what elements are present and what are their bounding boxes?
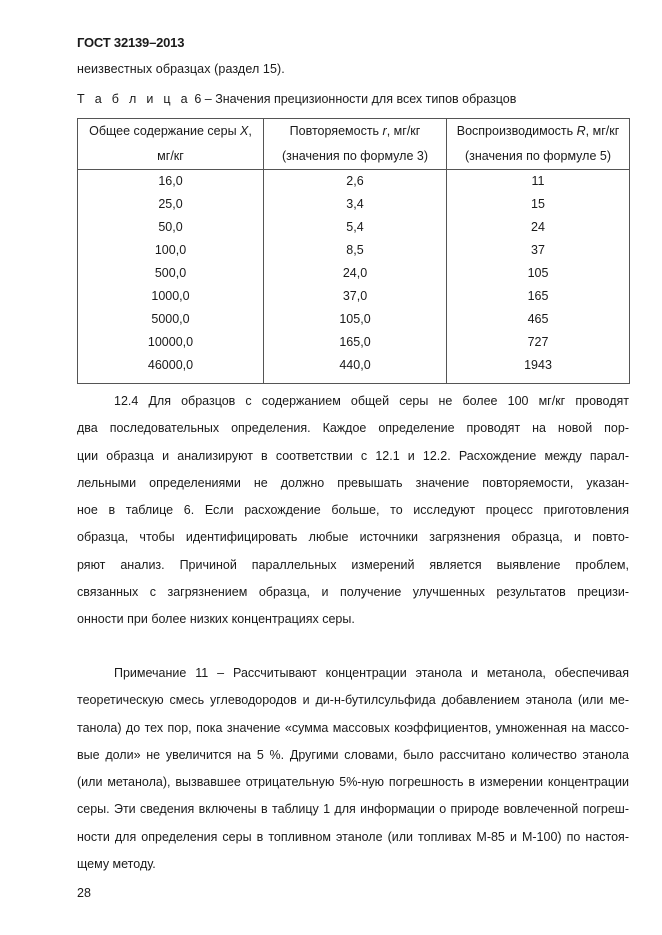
- table-row: [78, 285, 630, 308]
- text-line: танола) до тех пор, пока значение «сумма массовых коэффициентов, умноженная на массо-: [77, 720, 629, 735]
- cell-sulfur: 5000,0: [78, 308, 264, 331]
- cell-sulfur: 100,0: [78, 239, 264, 262]
- cell-sulfur: 25,0: [78, 193, 264, 216]
- continuation-text: неизвестных образцах (раздел 15).: [77, 62, 285, 76]
- cell-repeatability: 5,4: [264, 216, 447, 239]
- table-caption-number: 6: [194, 92, 202, 106]
- document-id-header: ГОСТ 32139–2013: [77, 35, 185, 50]
- table-row: [78, 216, 630, 239]
- cell-repeatability: 165,0: [264, 331, 447, 354]
- cell-reproducibility: 37: [447, 239, 630, 262]
- table-row: [78, 239, 630, 262]
- cell-reproducibility: 165: [447, 285, 630, 308]
- text-line: серы. Эти сведения включены в таблицу 1 для информации о природе вовлеченной погреш-: [77, 802, 629, 817]
- note-11: [77, 660, 629, 878]
- table-caption-title: – Значения прецизионности для всех типов образцов: [204, 92, 517, 106]
- text-line: ции образца и анализируют в соответствии с 12.1 и 12.2. Расхождение между парал-: [77, 448, 629, 463]
- cell-repeatability: 105,0: [264, 308, 447, 331]
- table-caption: [77, 92, 516, 106]
- cell-reproducibility: 24: [447, 216, 630, 239]
- col-header-reproducibility-formula: (значения по формуле 5): [447, 144, 630, 170]
- cell-sulfur: 46000,0: [78, 354, 264, 384]
- cell-reproducibility: 11: [447, 170, 630, 194]
- text-line: Примечание 11 – Рассчитывают концентрации этанола и метанола, обеспечивая: [114, 666, 629, 680]
- table-row: [78, 193, 630, 216]
- text-line: 12.4 Для образцов с содержанием общей серы не более 100 мг/кг проводят: [114, 394, 629, 408]
- cell-sulfur: 1000,0: [78, 285, 264, 308]
- text-line: щему методу.: [77, 857, 156, 872]
- cell-repeatability: 37,0: [264, 285, 447, 308]
- table-row: [78, 354, 630, 384]
- table-row: [78, 308, 630, 331]
- cell-repeatability: 8,5: [264, 239, 447, 262]
- table-row: [78, 262, 630, 285]
- cell-reproducibility: 727: [447, 331, 630, 354]
- cell-reproducibility: 1943: [447, 354, 630, 384]
- text-line: теоретическую смесь углеводородов и ди-н-бутилсульфида добавлением этанола (или ме-: [77, 693, 629, 708]
- col-header-repeatability: Повторяемость r, мг/кг: [264, 119, 447, 145]
- cell-sulfur: 10000,0: [78, 331, 264, 354]
- cell-sulfur: 16,0: [78, 170, 264, 194]
- cell-reproducibility: 465: [447, 308, 630, 331]
- text-line: ное в таблице 6. Если расхождение больше, то исследуют процесс приготовления: [77, 503, 629, 518]
- precision-table: [77, 118, 630, 384]
- col-header-sulfur-content: Общее содержание серы X,: [78, 119, 264, 145]
- text-line: связанных с загрязнением образца, и получение улучшенных результатов прецизи-: [77, 585, 629, 600]
- col-header-sulfur-units: мг/кг: [78, 144, 264, 170]
- text-line: ряют анализ. Причиной параллельных измерений является выявление проблем,: [77, 557, 629, 572]
- cell-sulfur: 500,0: [78, 262, 264, 285]
- table-header-row: [78, 119, 630, 145]
- cell-reproducibility: 105: [447, 262, 630, 285]
- table-row: [78, 170, 630, 194]
- table-row: [78, 331, 630, 354]
- text-line: ности для определения серы в топливном этаноле (или топливах М-85 и М-100) по настоя-: [77, 829, 629, 844]
- text-line: (или метанола), вызвавшее отрицательную 5%-ную погрешность в измерении концентрации: [77, 775, 629, 790]
- table-header-row: [78, 144, 630, 170]
- col-header-reproducibility: Воспроизводимость R, мг/кг: [447, 119, 630, 145]
- cell-repeatability: 3,4: [264, 193, 447, 216]
- text-line: образца, чтобы идентифицировать любые источники загрязнения образца, и повто-: [77, 530, 629, 545]
- cell-repeatability: 2,6: [264, 170, 447, 194]
- cell-sulfur: 50,0: [78, 216, 264, 239]
- cell-repeatability: 24,0: [264, 262, 447, 285]
- table-caption-label: Т а б л и ц а: [77, 92, 191, 106]
- cell-reproducibility: 15: [447, 193, 630, 216]
- text-line: лельными определениями не должно превышать значение повторяемости, указан-: [77, 475, 629, 490]
- text-line: два последовательных определения. Каждое определение проводят на новой пор-: [77, 421, 629, 436]
- paragraph-12-4: [77, 388, 629, 634]
- col-header-repeatability-formula: (значения по формуле 3): [264, 144, 447, 170]
- text-line: онности при более низких концентрациях серы.: [77, 612, 355, 627]
- cell-repeatability: 440,0: [264, 354, 447, 384]
- text-line: вые доли» не увеличится на 5 %. Другими словами, было рассчитано количество этанола: [77, 747, 629, 762]
- page-number: 28: [77, 886, 91, 900]
